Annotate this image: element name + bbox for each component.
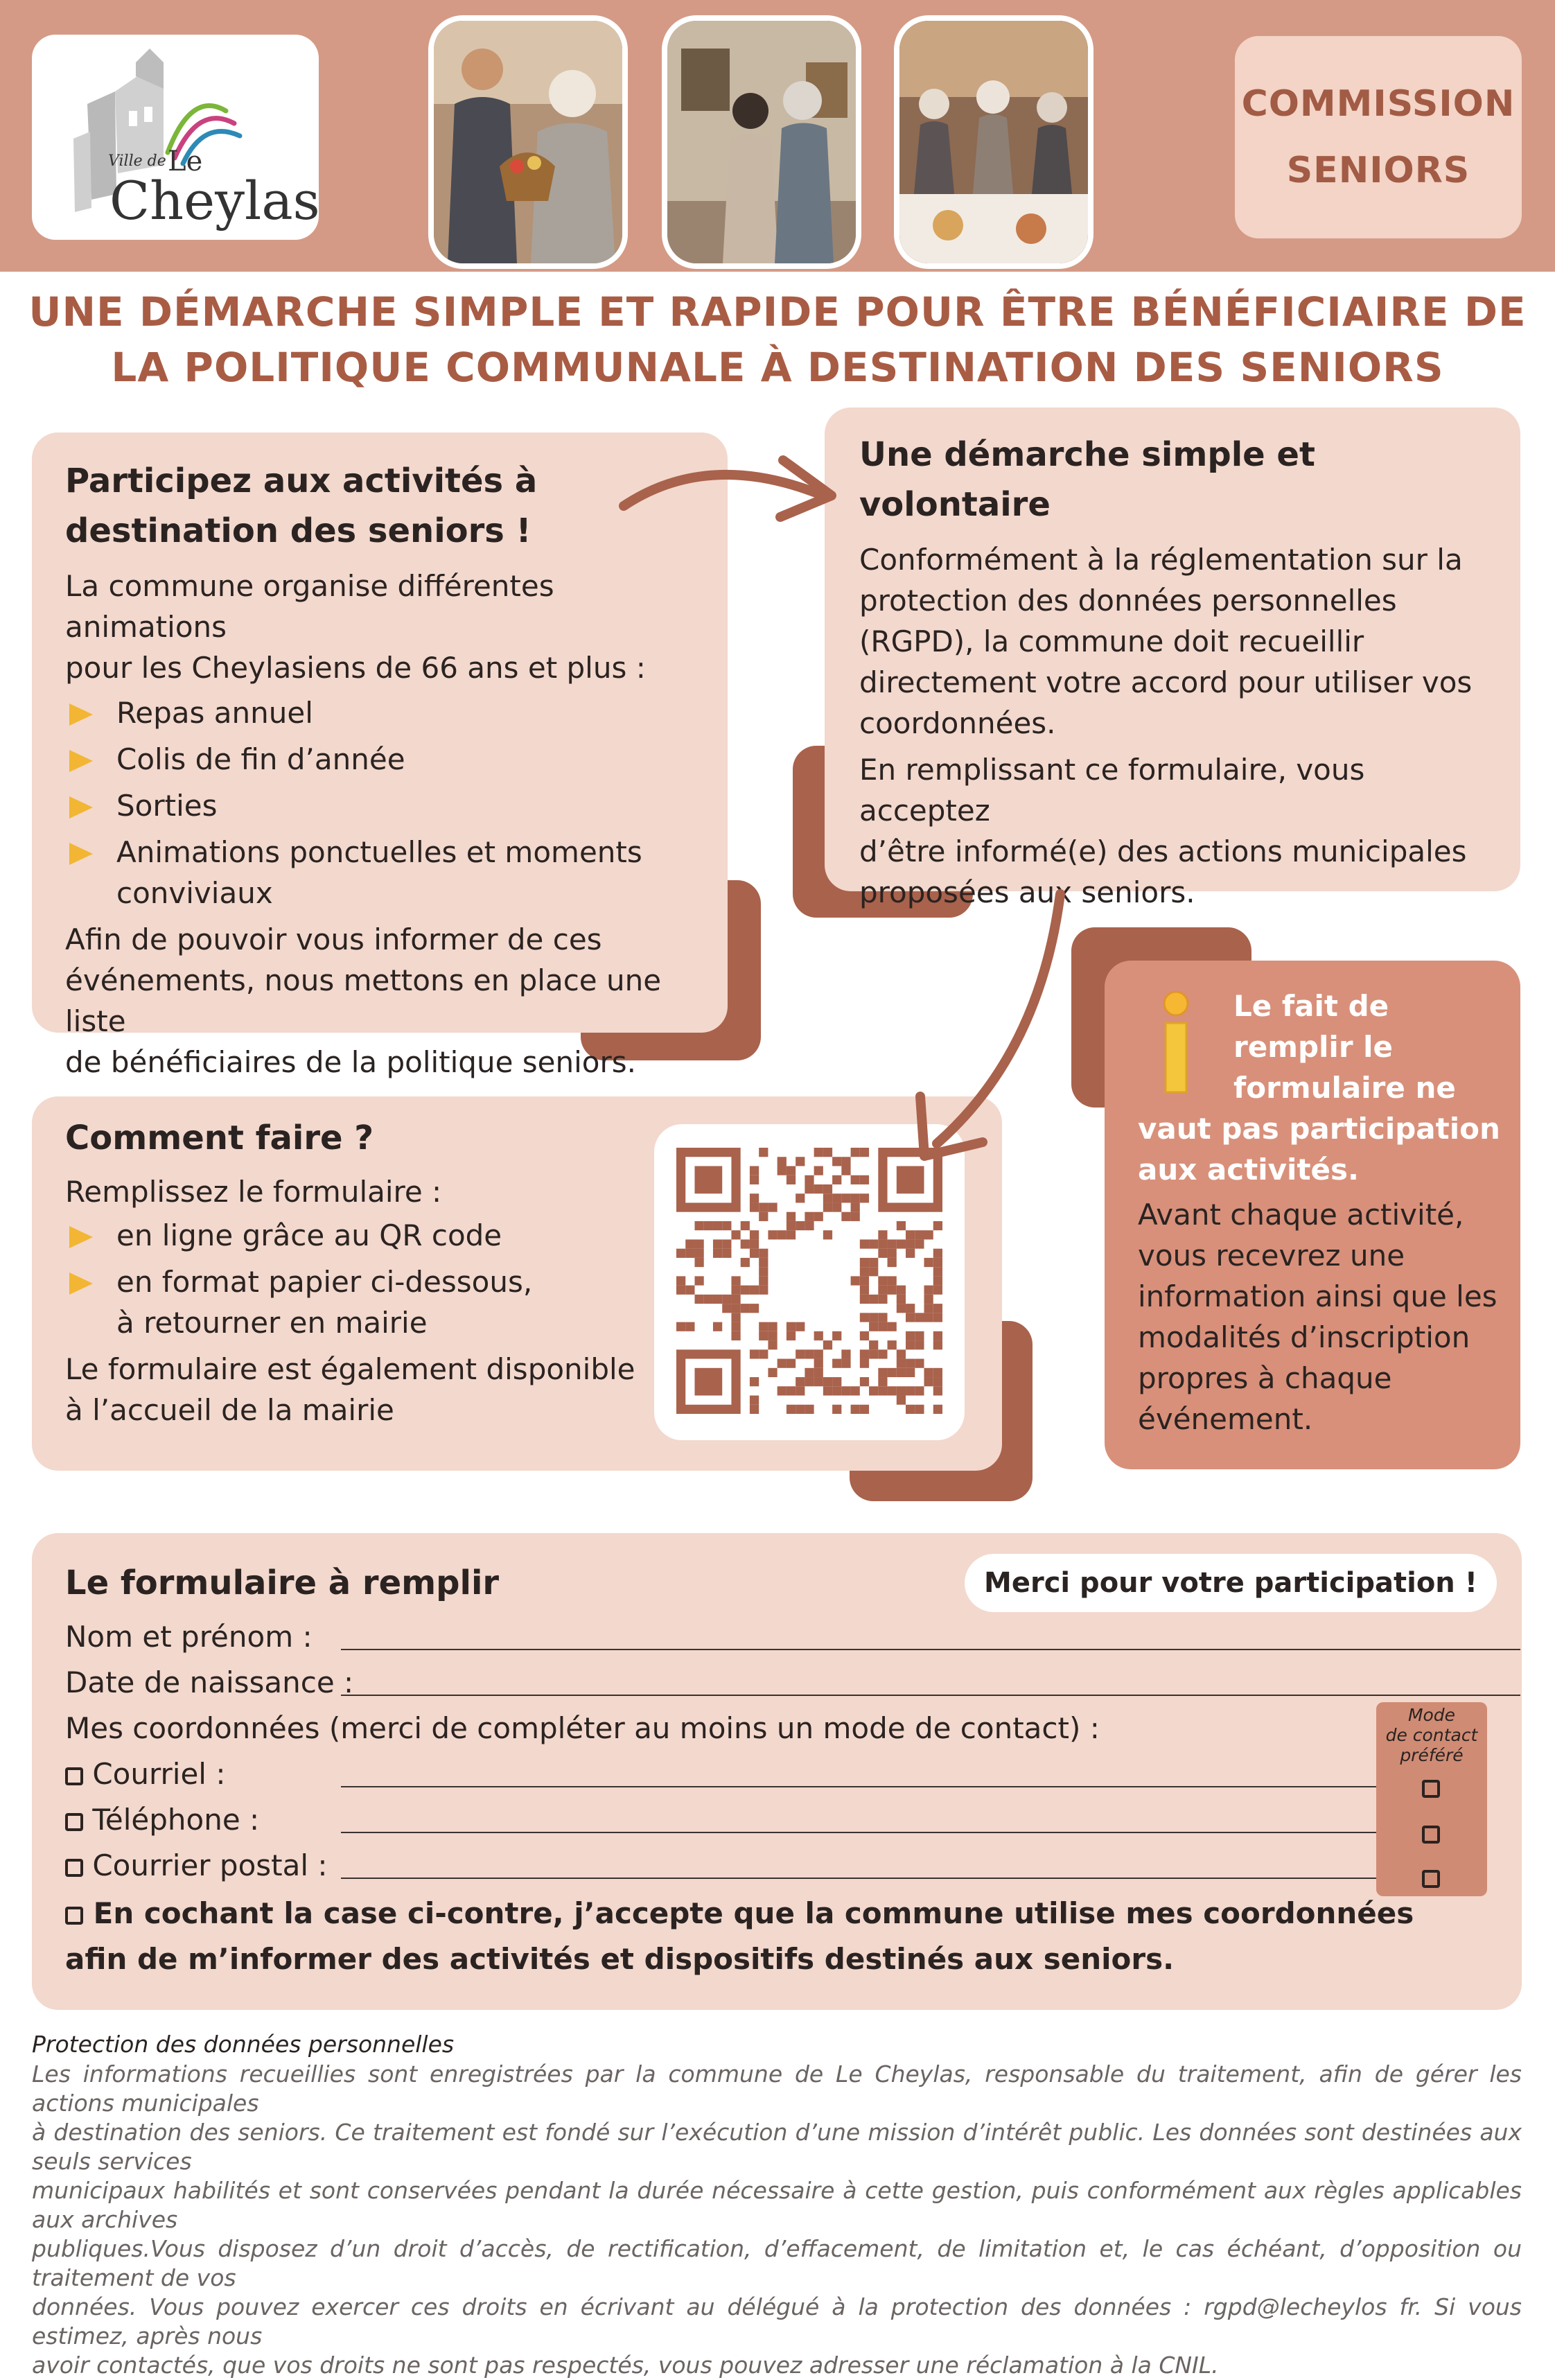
triangle-bullet-icon [69,1272,93,1295]
activities-title-line2: destination des seniors ! [65,511,531,550]
demarche-p2-line1: En remplissant ce formulaire, vous acceptez [859,753,1365,828]
demarche-p1-line5: coordonnées. [859,706,1056,740]
activities-intro-line2: pour les Cheylasiens de 66 ans et plus : [65,651,646,685]
triangle-bullet-icon [69,796,93,819]
privacy-line: à destination des seniors. Ce traitement est fondé sur l’exécution d’une mission d’intérêt public. Les données sont destinées aux seuls services [32,2119,1522,2175]
badge-line2: SENIORS [1286,150,1470,191]
privacy-notice [32,2029,1522,2380]
privacy-line: avoir contactés, que vos droits ne sont pas respectés, vous pouvez adresser une réclamation à la CNIL. [32,2352,1219,2379]
postal-checkbox[interactable] [65,1859,83,1877]
name-label: Nom et prénom : [65,1620,313,1654]
howto-outro-line1: Le formulaire est également disponible [65,1352,635,1386]
activity-item: Repas annuel [65,692,703,733]
demarche-p1-line4: directement votre accord pour utiliser vos [859,665,1473,699]
birth-date-field[interactable] [341,1695,1520,1696]
demarche-title-line1: Une démarche simple et [859,435,1315,474]
demarche-title-line2: volontaire [859,485,1051,524]
preferred-phone-checkbox[interactable] [1422,1826,1440,1844]
mode-line2: de contact [1385,1725,1478,1745]
page-title-line2: LA POLITIQUE COMMUNALE À DESTINATION DES SENIORS [111,344,1444,391]
contact-label: Mes coordonnées (merci de compléter au moins un mode de contact) : [65,1711,1100,1745]
preferred-postal-checkbox[interactable] [1422,1870,1440,1888]
info-bold-line1: Le fait de [1233,989,1389,1023]
arrow-head-1-icon [780,460,832,517]
page-title [28,284,1527,395]
postal-field[interactable] [341,1878,1383,1879]
photo-museum-visit [662,15,861,269]
form-card [32,1533,1522,2010]
demarche-p2-line2: d’être informé(e) des actions municipales [859,834,1467,868]
howto-item: en ligne grâce au QR code [65,1215,661,1256]
photo-banquet [894,15,1093,269]
activities-outro-line3: de bénéficiaires de la politique seniors. [65,1045,636,1079]
activities-outro-line1: Afin de pouvoir vous informer de ces [65,922,602,956]
logo-name-line1: Le [168,146,203,177]
howto-outro-line2: à l’accueil de la mairie [65,1393,394,1427]
badge-line1: COMMISSION [1241,83,1516,125]
info-text-line5: propres à chaque [1138,1361,1392,1395]
birth-label: Date de naissance : [65,1665,354,1699]
activities-card [32,432,728,1079]
privacy-title: Protection des données personnelles [32,2031,455,2058]
phone-row: Téléphone : [65,1799,259,1840]
activity-item: Colis de fin d’année [65,739,703,780]
info-icon [1159,991,1193,1095]
demarche-card [825,408,1520,909]
preferred-contact-box [1376,1702,1487,1896]
info-text-line6: événement. [1138,1402,1313,1436]
form-title: Le formulaire à remplir [65,1564,500,1602]
howto-item: en format papier ci-dessous, à retourner en mairie [65,1261,661,1343]
triangle-bullet-icon [69,750,93,772]
activities-intro-line1: La commune organise différentes animations [65,569,554,644]
photo-basket-gift [428,15,628,269]
activity-item: Sorties [65,785,703,826]
privacy-line: Les informations recueillies sont enregistrées par la commune de Le Cheylas, responsable du traitement, afin de gérer les actions municipales [32,2060,1522,2117]
activities-outro-line2: événements, nous mettons en place une liste [65,963,662,1038]
email-field[interactable] [341,1786,1383,1787]
howto-intro: Remplissez le formulaire : [65,1175,442,1209]
triangle-bullet-icon [69,703,93,726]
commission-seniors-badge [1235,36,1522,238]
phone-checkbox[interactable] [65,1813,83,1831]
name-field[interactable] [341,1649,1520,1650]
activity-item: Animations ponctuelles et moments conviviaux [65,832,703,913]
thanks-banner: Merci pour votre participation ! [965,1554,1497,1612]
email-checkbox[interactable] [65,1767,83,1785]
postal-row: Courrier postal : [65,1845,328,1886]
info-card [1105,961,1520,1469]
consent-checkbox[interactable] [65,1907,83,1925]
consent-text: En cochant la case ci-contre, j’accepte que la commune utilise mes coordonnées afin de m’informer des activités et dispositifs destinés aux seniors. [65,1896,1414,1976]
privacy-line: publiques.Vous disposez d’un droit d’accès, de rectification, d’effacement, de limitation et, le cas échéant, d’opposition ou traitement de vos [32,2235,1522,2291]
info-bold-line4: vaut pas participation [1138,1112,1500,1146]
info-text-line2: vous recevrez une [1138,1239,1405,1272]
triangle-bullet-icon [69,1226,93,1248]
logo-prefix: Ville de [108,152,166,170]
email-row: Courriel : [65,1753,225,1794]
mode-line1: Mode [1407,1705,1456,1725]
town-logo [32,35,319,240]
demarche-p1-line3: (RGPD), la commune doit recueillir [859,624,1364,658]
info-text-line4: modalités d’inscription [1138,1320,1470,1354]
phone-field[interactable] [341,1832,1383,1833]
triangle-bullet-icon [69,843,93,865]
logo-name-line2: Cheylas [109,170,320,231]
page-title-line1: UNE DÉMARCHE SIMPLE ET RAPIDE POUR ÊTRE BÉNÉFICIAIRE DE [28,288,1527,335]
info-bold-line3: formulaire ne [1233,1071,1456,1105]
qr-code[interactable] [654,1124,965,1440]
mode-line3: préféré [1400,1745,1464,1765]
privacy-line: municipaux habilités et sont conservées pendant la durée nécessaire à cette gestion, puis conformément aux règles applicables aux archives [32,2177,1522,2233]
info-text-line3: information ainsi que les [1138,1279,1497,1313]
demarche-p1-line2: protection des données personnelles [859,584,1397,618]
info-text-line1: Avant chaque activité, [1138,1198,1464,1232]
info-bold-line5: aux activités. [1138,1153,1359,1187]
howto-title: Comment faire ? [65,1119,374,1157]
preferred-email-checkbox[interactable] [1422,1780,1440,1798]
demarche-p1-line1: Conformément à la réglementation sur la [859,543,1463,577]
activities-title-line1: Participez aux activités à [65,462,538,500]
privacy-line: données. Vous pouvez exercer ces droits en écrivant au délégué à la protection des données : rgpd@lecheylos fr. Si vous estimez, après nous [32,2293,1522,2350]
qr-code-graphic [676,1148,942,1414]
info-bold-line2: remplir le [1233,1030,1394,1064]
demarche-p2-line3: proposées aux seniors. [859,875,1195,909]
